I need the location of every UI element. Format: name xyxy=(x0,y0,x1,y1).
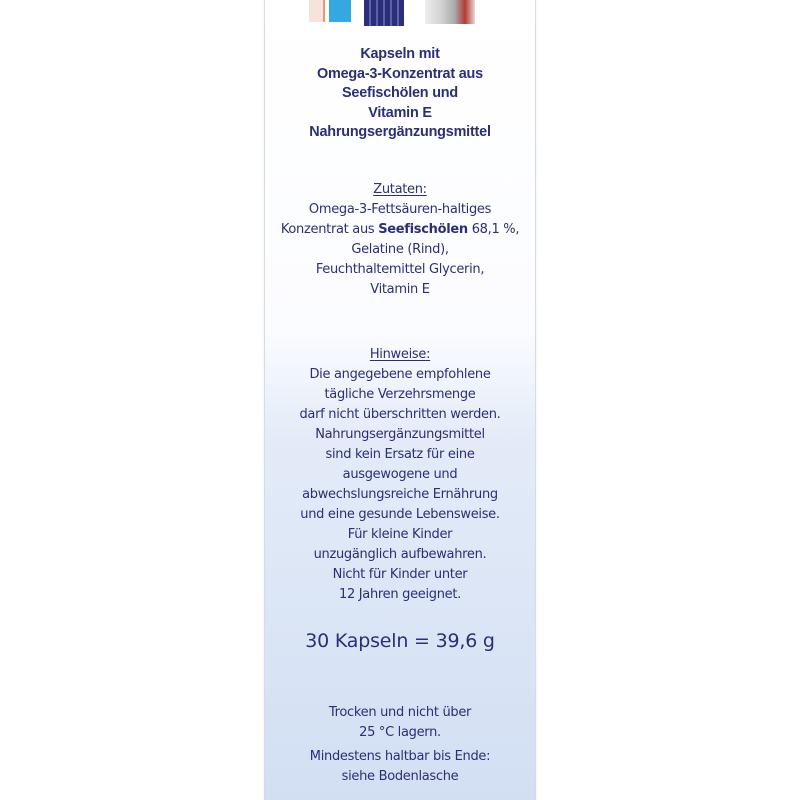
notes-heading: Hinweise: xyxy=(369,347,431,362)
notes-line: 12 Jahren geeignet. xyxy=(338,587,462,602)
package-amount: 30 Kapseln = 39,6 g xyxy=(305,630,495,652)
ingredients-heading: Zutaten: xyxy=(373,182,427,197)
title-line: Kapseln mit xyxy=(360,46,440,62)
notes-line: abwechslungsreiche Ernährung xyxy=(302,487,498,502)
title-line: Seefischölen und xyxy=(342,85,458,102)
product-title xyxy=(265,45,535,143)
notes-line: Nahrungsergänzungsmittel xyxy=(315,427,485,442)
best-before-line: siehe Bodenlasche xyxy=(341,769,459,784)
notes-section xyxy=(265,345,535,605)
product-box-side-panel xyxy=(264,0,536,800)
ingredients-line-suffix: 68,1 %, xyxy=(467,222,520,237)
notes-line: sind kein Ersatz für eine xyxy=(325,447,475,462)
box-top-strip xyxy=(265,0,535,28)
notes-line: tägliche Verzehrsmenge xyxy=(324,387,476,402)
notes-line: unzugänglich aufbewahren. xyxy=(313,547,487,562)
storage-section xyxy=(265,703,535,787)
title-line: Nahrungsergänzungsmittel xyxy=(309,124,491,141)
notes-line: und eine gesunde Lebensweise. xyxy=(300,507,500,522)
cyan-graphic-fragment xyxy=(329,0,351,22)
storage-line: 25 °C lagern. xyxy=(359,725,441,740)
ingredients-section xyxy=(265,180,535,300)
notes-line: Die angegebene empfohlene xyxy=(309,367,491,382)
storage-line: Trocken und nicht über xyxy=(328,705,472,720)
notes-line: Für kleine Kinder xyxy=(347,527,453,542)
product-image-fragment xyxy=(425,0,475,24)
notes-line: darf nicht überschritten werden. xyxy=(299,407,501,422)
navy-graphic-fragment xyxy=(364,0,404,26)
ingredients-line: Gelatine (Rind), xyxy=(351,242,449,257)
notes-line: ausgewogene und xyxy=(342,467,458,482)
ingredients-line: Feuchthaltemittel Glycerin, xyxy=(315,262,485,277)
notes-line: Nicht für Kinder unter xyxy=(332,567,468,582)
title-line: Omega-3-Konzentrat aus xyxy=(317,65,483,82)
ingredients-line: Vitamin E xyxy=(370,282,430,297)
ingredients-line xyxy=(265,220,535,240)
best-before-line: Mindestens haltbar bis Ende: xyxy=(309,749,491,764)
orange-graphic-fragment xyxy=(309,0,325,22)
ingredients-highlight: Seefischölen xyxy=(378,222,468,237)
ingredients-line-prefix: Konzentrat aus xyxy=(280,222,379,237)
title-line: Vitamin E xyxy=(368,104,432,121)
ingredients-line: Omega-3-Fettsäuren-haltiges xyxy=(308,202,492,217)
